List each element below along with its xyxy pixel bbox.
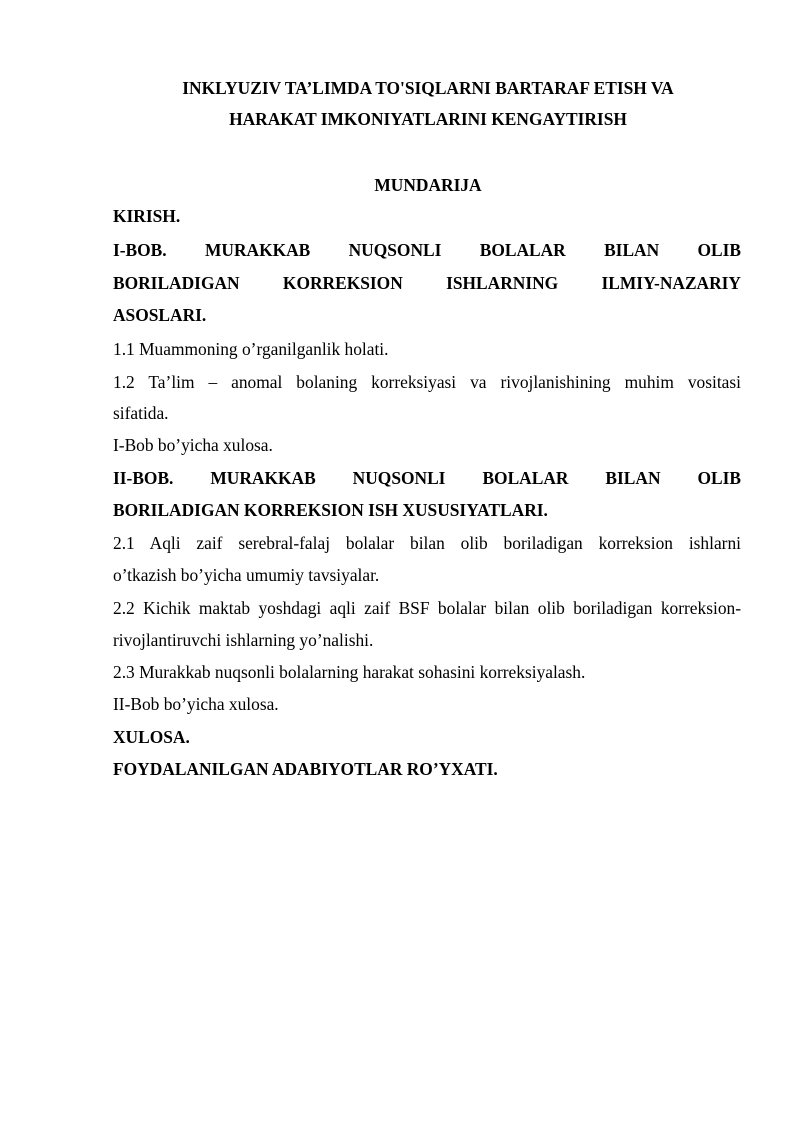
toc-section-1-2-line2: sifatida. (113, 403, 169, 423)
contents-heading: MUNDARIJA (374, 175, 482, 195)
toc-section-1-1: 1.1 Muammoning o’rganilganlik holati. (113, 339, 389, 359)
toc-section-2-1-line1: 2.1 Aqli zaif serebral-falaj bolalar bilan olib boriladigan korreksion ishlarni (113, 533, 741, 553)
toc-section-2-3: 2.3 Murakkab nuqsonli bolalarning harakat sohasini korreksiyalash. (113, 662, 586, 682)
toc-section-1-2-line1: 1.2 Ta’lim – anomal bolaning korreksiyasi va rivojlanishining muhim vositasi (113, 372, 741, 392)
toc-section-2-2-line1: 2.2 Kichik maktab yoshdagi aqli zaif BSF bolalar bilan olib boriladigan korreksion- (113, 598, 741, 618)
toc-references: FOYDALANILGAN ADABIYOTLAR RO’YXATI. (113, 759, 498, 779)
toc-chapter2-line1: II-BOB. MURAKKAB NUQSONLI BOLALAR BILAN OLIB (113, 468, 741, 488)
title-line-2: HARAKAT IMKONIYATLARINI KENGAYTIRISH (229, 109, 627, 129)
toc-conclusion: XULOSA. (113, 727, 190, 747)
toc-chapter2-line2: BORILADIGAN KORREKSION ISH XUSUSIYATLARI. (113, 500, 548, 520)
title-line-1: INKLYUZIV TA’LIMDA TO'SIQLARNI BARTARAF ETISH VA (182, 78, 674, 98)
toc-chapter1-line1: I-BOB. MURAKKAB NUQSONLI BOLALAR BILAN OLIB (113, 240, 741, 260)
toc-section-2-2-line2: rivojlantiruvchi ishlarning yo’nalishi. (113, 630, 374, 650)
toc-chapter2-summary: II-Bob bo’yicha xulosa. (113, 694, 279, 714)
toc-chapter1-summary: I-Bob bo’yicha xulosa. (113, 435, 273, 455)
toc-chapter1-line2: BORILADIGAN KORREKSION ISHLARNING ILMIY-NAZARIY (113, 273, 741, 293)
toc-section-2-1-line2: o’tkazish bo’yicha umumiy tavsiyalar. (113, 565, 380, 585)
toc-intro: KIRISH. (113, 206, 181, 226)
toc-chapter1-line3: ASOSLARI. (113, 305, 207, 325)
